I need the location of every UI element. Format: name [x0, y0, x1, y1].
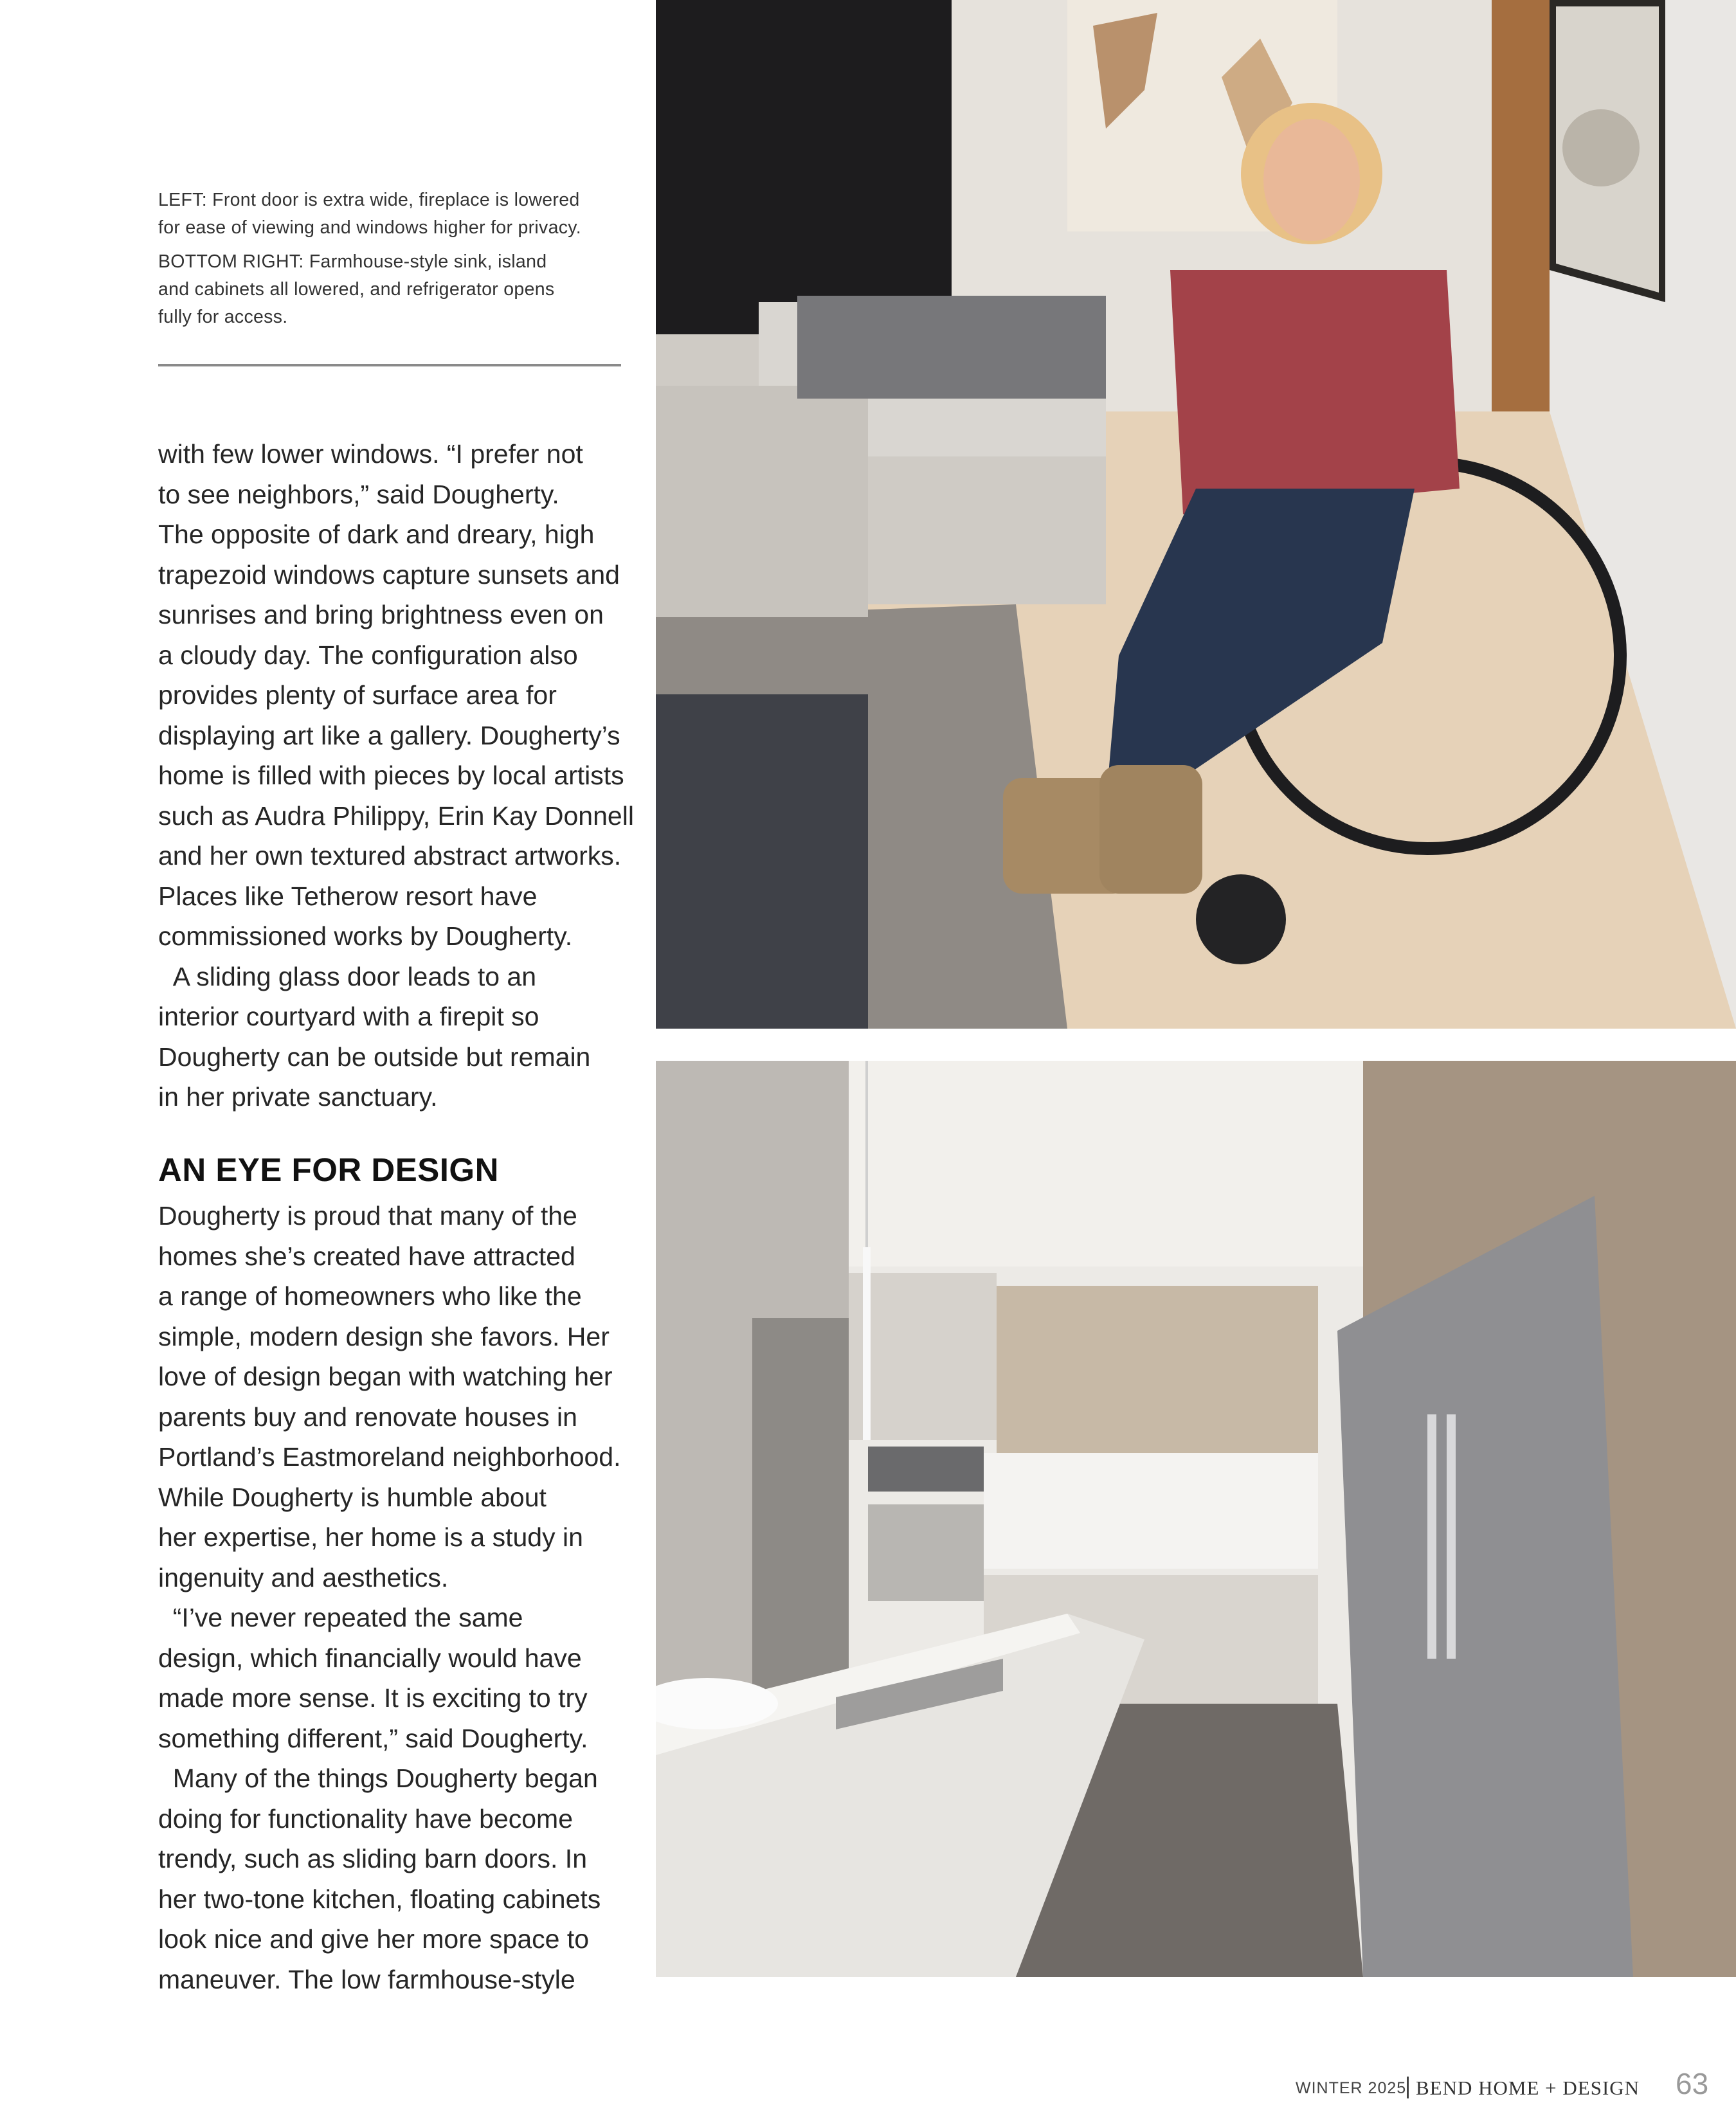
photo-caption [158, 186, 621, 338]
article-line: love of design began with watching her [158, 1362, 613, 1391]
article-line: her two-tone kitchen, floating cabinets [158, 1884, 601, 1914]
article-line: such as Audra Philippy, Erin Kay Donnell [158, 800, 634, 831]
article-line: homes she’s created have attracted [158, 1241, 575, 1271]
caption-bottom-right [158, 248, 621, 331]
article-line: with few lower windows. “I prefer not [158, 439, 583, 469]
article-line: sunrises and bring brightness even on [158, 600, 604, 629]
section-heading: AN EYE FOR DESIGN [158, 1151, 499, 1188]
kitchen-photo [656, 1061, 1736, 1977]
article-line: her expertise, her home is a study in [158, 1522, 583, 1552]
article-line: home is filled with pieces by local artists [158, 761, 624, 790]
article-line: something different,” said Dougherty. [158, 1723, 588, 1753]
article-line: displaying art like a gallery. Dougherty’s [158, 720, 620, 750]
article-line: simple, modern design she favors. Her [158, 1321, 610, 1351]
article-line: “I’ve never repeated the same [158, 1603, 523, 1632]
article-line: commissioned works by Dougherty. [158, 921, 573, 951]
article-line: ingenuity and aesthetics. [158, 1562, 449, 1592]
article-line: interior courtyard with a firepit so [158, 1002, 539, 1031]
article-line: Dougherty is proud that many of the [158, 1201, 577, 1231]
caption-bottom-right-line: BOTTOM RIGHT: Farmhouse-style sink, island [158, 251, 547, 272]
caption-bottom-right-line: fully for access. [158, 307, 288, 327]
woman-in-wheelchair-living-room-photo [656, 0, 1736, 1029]
living-room-illustration [656, 0, 1736, 1029]
page-number: 63 [1676, 2067, 1709, 2100]
article-line: a range of homeowners who like the [158, 1281, 582, 1311]
article-line: look nice and give her more space to [158, 1924, 590, 1954]
article-line: trendy, such as sliding barn doors. In [158, 1844, 587, 1873]
article-line: doing for functionality have become [158, 1803, 574, 1834]
article-line: Dougherty can be outside but remain [158, 1041, 591, 1072]
article-line: made more sense. It is exciting to try [158, 1683, 588, 1713]
article-line: parents buy and renovate houses in [158, 1402, 577, 1432]
article-line: Places like Tetherow resort have [158, 881, 538, 911]
article-line: The opposite of dark and dreary, high [158, 519, 595, 549]
article-line: maneuver. The low farmhouse-style [158, 1964, 575, 1994]
footer-season: WINTER 2025 [1296, 2079, 1407, 2097]
article-line: design, which financially would have [158, 1643, 582, 1673]
article-line: to see neighbors,” said Dougherty. [158, 479, 559, 509]
kitchen-illustration [656, 1061, 1736, 1977]
article-line: a cloudy day. The configuration also [158, 640, 578, 670]
caption-bottom-right-line: and cabinets all lowered, and refrigerator opens [158, 279, 555, 300]
article-text-part-2 [158, 1196, 628, 1999]
caption-left-line: LEFT: Front door is extra wide, fireplace is lowered [158, 190, 580, 210]
caption-left-line: for ease of viewing and windows higher for privacy. [158, 217, 581, 238]
footer-separator [1407, 2077, 1409, 2098]
article-line: and her own textured abstract artworks. [158, 841, 622, 870]
footer-magazine-name: BEND HOME + DESIGN [1416, 2077, 1640, 2099]
article-line: Many of the things Dougherty began [158, 1763, 598, 1793]
caption-divider [158, 364, 621, 366]
article-line: A sliding glass door leads to an [158, 961, 537, 991]
article-text-part-1 [158, 434, 634, 1117]
article-line: While Dougherty is humble about [158, 1482, 547, 1512]
article-line: trapezoid windows capture sunsets and [158, 559, 620, 590]
caption-left [158, 186, 621, 242]
article-line: in her private sanctuary. [158, 1082, 438, 1112]
article-line: Portland’s Eastmoreland neighborhood. [158, 1442, 621, 1472]
article-line: provides plenty of surface area for [158, 680, 557, 710]
